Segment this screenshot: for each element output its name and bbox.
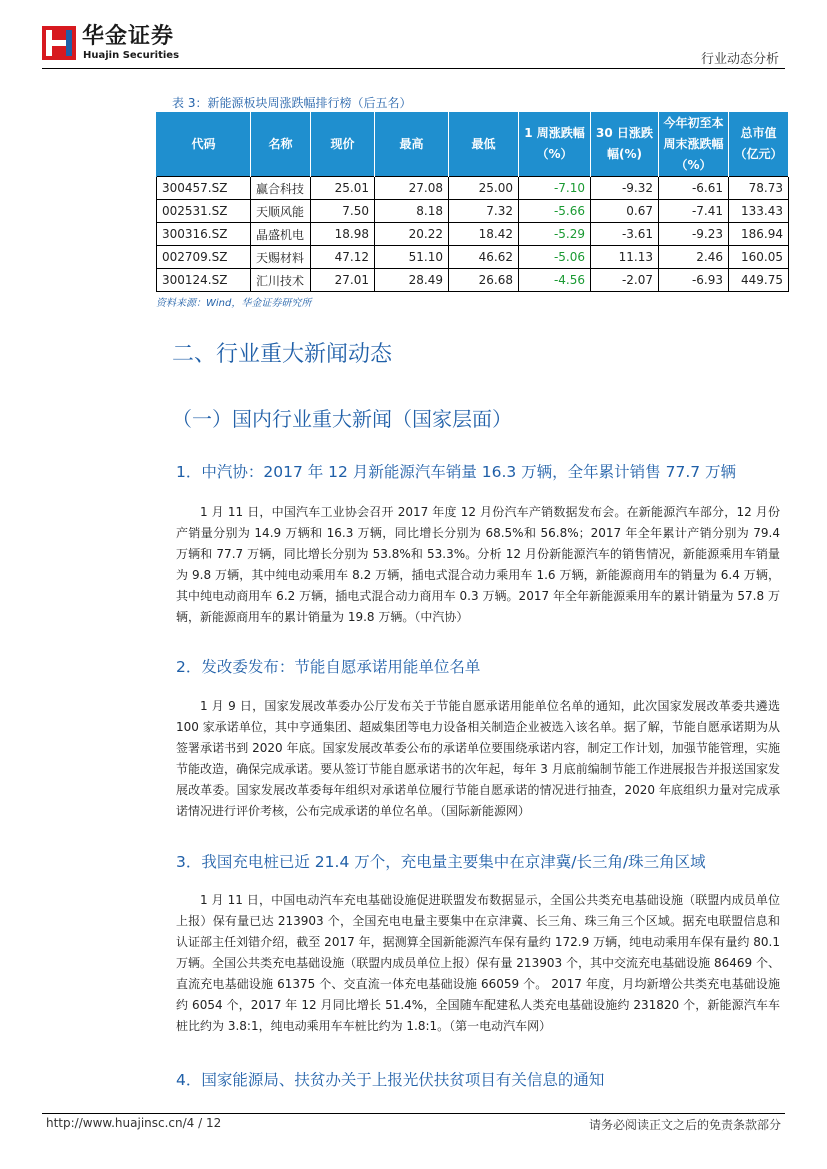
table-row <box>157 269 789 292</box>
table-cell: 0.67 <box>591 200 659 223</box>
table-row <box>157 223 789 246</box>
table-row <box>157 246 789 269</box>
report-type: 行业动态分析 <box>700 52 779 67</box>
table-cell: -2.07 <box>591 269 659 292</box>
table-cell: -5.66 <box>519 200 591 223</box>
table-header-cell: 最低 <box>449 112 519 177</box>
footer-divider <box>42 1113 785 1114</box>
news-body: 1 月 11 日，中国电动汽车充电基础设施促进联盟发布数据显示，全国公共类充电基础设施（联盟内成员单位上报）保有量已达 213903 个，全国充电电量主要集中在京津冀、长三角、珠三角三个区域。据充电联盟信息和认证部主任刘错介绍，截至 2017 年，据测算全国新能源汽车保有量约 172.9 万辆，纯电动乘用车保有量约 80.1 万辆。全国公共类充电基础设施（联盟内成员单位上报）保有量 213903 个，其中交流充电基础设施 86469 个、直流充电基础设施 61375 个、交直流一体充电基础设施 66059 个。 2017 年度，月均新增公共类充电基础设施约 6054 个，2017 年 12 月同比增长 51.4%，全国随车配建私人类充电基础设施约 231820 个，新能源汽车车桩比约为 3.8:1，纯电动乘用车车桩比约为 1.8:1。（第一电动汽车网） <box>176 893 780 1033</box>
table-cell: -9.32 <box>591 177 659 200</box>
table-cell: -6.93 <box>659 269 729 292</box>
news-title: 3．我国充电桩已近 21.4 万个，充电量主要集中在京津冀/长三角/珠三角区域 <box>176 853 706 871</box>
table-cell: 27.01 <box>311 269 375 292</box>
table-cell: 8.18 <box>375 200 449 223</box>
table-header-cell: 现价 <box>311 112 375 177</box>
table-header-cell: 30 日涨跌幅(%) <box>591 112 659 177</box>
table-cell: -3.61 <box>591 223 659 246</box>
table-cell: 11.13 <box>591 246 659 269</box>
table-cell: 天赐材料 <box>251 246 311 269</box>
table-cell: 78.73 <box>729 177 789 200</box>
table-cell: 46.62 <box>449 246 519 269</box>
table-cell: 7.32 <box>449 200 519 223</box>
table-cell: 160.05 <box>729 246 789 269</box>
table-cell: 2.46 <box>659 246 729 269</box>
table-cell: 300457.SZ <box>157 177 251 200</box>
table-cell: -4.56 <box>519 269 591 292</box>
table-cell: 300124.SZ <box>157 269 251 292</box>
table-header-cell: 1 周涨跌幅（%） <box>519 112 591 177</box>
table-cell: 26.68 <box>449 269 519 292</box>
section-subtitle: （一）国内行业重大新闻（国家层面） <box>172 407 512 431</box>
table-header-cell: 今年初至本周末涨跌幅（%） <box>659 112 729 177</box>
table-cell: -9.23 <box>659 223 729 246</box>
company-logo-icon <box>42 26 76 60</box>
table-cell: 449.75 <box>729 269 789 292</box>
news-title: 4．国家能源局、扶贫办关于上报光伏扶贫项目有关信息的通知 <box>176 1071 605 1089</box>
table-cell: -6.61 <box>659 177 729 200</box>
table-cell: 133.43 <box>729 200 789 223</box>
table-title: 表 3：新能源板块周涨跌幅排行榜（后五名） <box>172 96 412 110</box>
ranking-table <box>156 112 789 292</box>
table-cell: 27.08 <box>375 177 449 200</box>
news-title: 2．发改委发布：节能自愿承诺用能单位名单 <box>176 658 481 676</box>
logo-text-en: Huajin Securities <box>83 50 180 61</box>
logo-text-cn: 华金证券 <box>82 24 175 49</box>
table-header-cell: 代码 <box>157 112 251 177</box>
table-cell: -5.06 <box>519 246 591 269</box>
news-body: 1 月 9 日，国家发展改革委办公厅发布关于节能自愿承诺用能单位名单的通知，此次国家发展改革委共遴选 100 家承诺单位，其中亨通集团、超威集团等电力设备相关制造企业被选入该名单。据了解，节能自愿承诺期为从签署承诺书到 2020 年底。国家发展改革委公布的承诺单位要围绕承诺内容，制定工作计划，加强节能管理，实施节能改造，确保完成承诺。要从签订节能自愿承诺书的次年起，每年 3 月底前编制节能工作进展报告并报送国家发展改革委。国家发展改革委每年组织对承诺单位履行节能自愿承诺的情况进行抽查，2020 年底组织力量对完成承诺情况进行评价考核，公布完成承诺的单位名单。（国际新能源网） <box>176 699 780 818</box>
table-header-cell: 最高 <box>375 112 449 177</box>
footer-url-page[interactable]: http://www.huajinsc.cn/4 / 12 <box>46 1116 222 1130</box>
table-cell: 18.98 <box>311 223 375 246</box>
table-cell: 002531.SZ <box>157 200 251 223</box>
table-header-cell: 名称 <box>251 112 311 177</box>
table-cell: 晶盛机电 <box>251 223 311 246</box>
table-cell: 300316.SZ <box>157 223 251 246</box>
table-cell: -7.10 <box>519 177 591 200</box>
news-title: 1．中汽协：2017 年 12 月新能源汽车销量 16.3 万辆，全年累计销售 77.7 万辆 <box>176 463 737 481</box>
table-cell: -7.41 <box>659 200 729 223</box>
footer-disclaimer: 请务必阅读正文之后的免责条款部分 <box>588 1118 781 1132</box>
table-cell: -5.29 <box>519 223 591 246</box>
section-title: 二、行业重大新闻动态 <box>172 342 393 367</box>
table-cell: 赢合科技 <box>251 177 311 200</box>
table-cell: 186.94 <box>729 223 789 246</box>
table-cell: 7.50 <box>311 200 375 223</box>
table-source: 资料来源：Wind，华金证券研究所 <box>156 298 312 309</box>
news-body: 1 月 11 日，中国汽车工业协会召开 2017 年度 12 月份汽车产销数据发布会。在新能源汽车部分，12 月份产销量分别为 14.9 万辆和 16.3 万辆，同比增长分别为 68.5%和 56.8%；2017 年全年累计产销分别为 79.4 万辆和 77.7 万辆，同比增长分别为 53.8%和 53.3%。分析 12 月份新能源汽车的销售情况，新能源乘用车销量为 9.8 万辆，其中纯电动乘用车 8.2 万辆，插电式混合动力乘用车 1.6 万辆，新能源商用车的销量为 6.4 万辆，其中纯电动商用车 6.2 万辆，插电式混合动力商用车 0.3 万辆。2017 年全年新能源乘用车的累计销量为 57.8 万辆，新能源商用车的累计销量为 19.8 万辆。（中汽协） <box>176 505 780 624</box>
table-header-cell: 总市值（亿元） <box>729 112 789 177</box>
table-cell: 002709.SZ <box>157 246 251 269</box>
table-cell: 20.22 <box>375 223 449 246</box>
table-cell: 51.10 <box>375 246 449 269</box>
table-cell: 天顺风能 <box>251 200 311 223</box>
table-cell: 25.01 <box>311 177 375 200</box>
table-cell: 汇川技术 <box>251 269 311 292</box>
header-divider <box>42 68 785 69</box>
table-cell: 28.49 <box>375 269 449 292</box>
table-cell: 18.42 <box>449 223 519 246</box>
table-cell: 47.12 <box>311 246 375 269</box>
table-row <box>157 177 789 200</box>
table-cell: 25.00 <box>449 177 519 200</box>
table-row <box>157 200 789 223</box>
